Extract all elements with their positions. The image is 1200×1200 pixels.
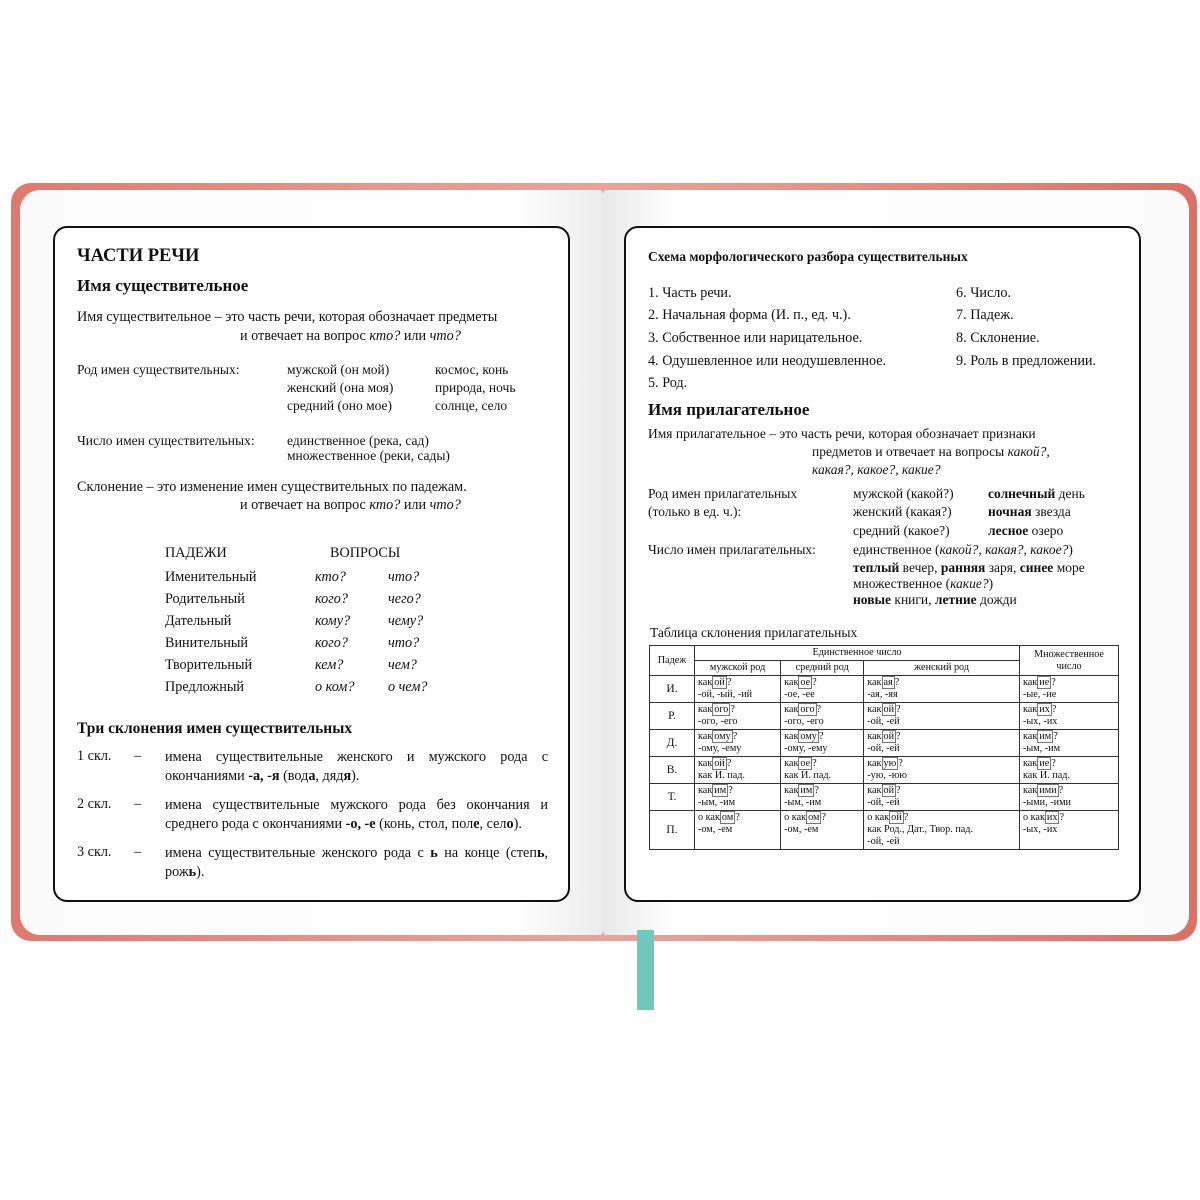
case-cell: Т. [650, 784, 695, 811]
declension-definition-line1: Склонение – это изменение имен существительных по падежам. [77, 479, 467, 495]
form-cell: как ие ? как И. пад. [1020, 757, 1119, 784]
form-cell: как им ? -ым, -им [781, 784, 864, 811]
case-name: Родительный [165, 591, 245, 607]
table-row [650, 676, 1119, 703]
dash: – [134, 748, 142, 764]
form-cell: как ому ? -ому, -ему [781, 730, 864, 757]
header-case: Падеж [650, 646, 695, 676]
declension-3-text: имена существительные женского рода с ь на конце (степь, рожь). [165, 845, 548, 880]
form-cell: как ими ? -ыми, -ими [1020, 784, 1119, 811]
three-declensions-heading: Три склонения имен существительных [77, 720, 353, 737]
gender-form: женский (она моя) [287, 380, 394, 395]
case-question: чему? [388, 613, 424, 629]
adj-gender-label-note: (только в ед. ч.): [648, 504, 742, 519]
gender-form: мужской (он мой) [287, 362, 390, 377]
case-name: Предложный [165, 679, 245, 695]
form-cell: как ой ? как И. пад. [695, 757, 781, 784]
scheme-step: 3. Собственное или нарицательное. [648, 330, 863, 346]
noun-gender-label: Род имен существительных: [77, 362, 240, 377]
gender-form: средний (оно мое) [287, 398, 393, 413]
form-cell: как ое ? как И. пад. [781, 757, 864, 784]
form-cell: как ой ? -ой, -ей [864, 784, 1020, 811]
header-masculine: мужской род [695, 661, 781, 676]
cases-header: ПАДЕЖИ [165, 545, 227, 561]
adj-gender-form: женский (какая?) [853, 504, 952, 519]
declension-table-title: Таблица склонения прилагательных [650, 625, 858, 640]
table-row [650, 703, 1119, 730]
case-cell: П. [650, 811, 695, 850]
page-title: ЧАСТИ РЕЧИ [77, 246, 200, 266]
table-row [650, 730, 1119, 757]
gender-example: солнце, село [435, 398, 508, 413]
case-cell: В. [650, 757, 695, 784]
header-feminine: женский род [864, 661, 1020, 676]
case-question: о ком? [315, 679, 355, 695]
table-row [650, 757, 1119, 784]
form-cell: о как ой ? как Род., Дат., Твор. пад. -ой, -ей [864, 811, 1020, 850]
form-cell: как ую ? -ую, -юю [864, 757, 1020, 784]
scheme-step: 7. Падеж. [956, 307, 1014, 323]
case-question: чего? [388, 591, 421, 607]
form-cell: как ого ? -ого, -его [695, 703, 781, 730]
case-name: Творительный [165, 657, 253, 673]
case-question: кого? [315, 591, 348, 607]
form-cell: о как их ? -ых, -их [1020, 811, 1119, 850]
case-question: что? [388, 569, 420, 585]
form-cell: как ого ? -ого, -его [781, 703, 864, 730]
header-plural: Множественное число [1020, 646, 1119, 676]
case-question: чем? [388, 657, 417, 673]
adj-number-label: Число имен прилагательных: [648, 542, 816, 557]
header-neuter: средний род [781, 661, 864, 676]
table-row [650, 784, 1119, 811]
table-row [650, 811, 1119, 850]
declension-1-text: имена существительные женского и мужского рода с окончаниями -а, -я (вода, дядя). [165, 749, 548, 784]
scheme-step: 6. Число. [956, 285, 1012, 301]
case-cell: Р. [650, 703, 695, 730]
adjective-heading: Имя прилагательное [648, 400, 810, 419]
adj-gender-label: Род имен прилагательных [648, 486, 798, 501]
form-cell: как им ? -ым, -им [1020, 730, 1119, 757]
case-name: Дательный [165, 613, 232, 629]
case-name: Именительный [165, 569, 257, 585]
adj-gender-example: ночная звезда [988, 504, 1071, 519]
adjective-definition-line3: какая?, какое?, какие? [812, 462, 941, 477]
adj-gender-example: лесное озеро [988, 523, 1064, 538]
adj-number-singular: единственное (какой?, какая?, какое?) [853, 542, 1073, 557]
scheme-step: 9. Роль в предложении. [956, 353, 1097, 369]
form-cell: как ой ? -ой, -ей [864, 703, 1020, 730]
number-form: множественное (реки, сады) [287, 448, 450, 463]
case-question: о чем? [388, 679, 428, 695]
case-name: Винительный [165, 635, 249, 651]
declension-definition-line2: и отвечает на вопрос кто? или что? [240, 497, 461, 513]
scheme-step: 5. Род. [648, 375, 688, 391]
declension-label: 3 скл. [77, 844, 112, 860]
header-singular: Единственное число [695, 646, 1020, 661]
declension-label: 2 скл. [77, 796, 112, 812]
adj-number-singular-example: теплый вечер, ранняя заря, синее море [853, 560, 1085, 575]
case-cell: Д. [650, 730, 695, 757]
gender-example: космос, конь [435, 362, 509, 377]
noun-definition-line2: и отвечает на вопрос кто? или что? [240, 328, 461, 344]
adjective-declension-table [649, 645, 1119, 850]
form-cell: как ому ? -ому, -ему [695, 730, 781, 757]
form-cell: как ие ? -ые, -ие [1020, 676, 1119, 703]
case-question: кто? [315, 569, 346, 585]
adj-gender-form: средний (какое?) [853, 523, 950, 538]
form-cell: как им ? -ым, -им [695, 784, 781, 811]
case-question: что? [388, 635, 420, 651]
case-question: кого? [315, 635, 348, 651]
case-question: кому? [315, 613, 351, 629]
noun-number-label: Число имен существительных: [77, 433, 255, 448]
scheme-step: 2. Начальная форма (И. п., ед. ч.). [648, 307, 851, 323]
number-form: единственное (река, сад) [287, 433, 429, 448]
noun-heading: Имя существительное [77, 276, 249, 295]
case-question: кем? [315, 657, 344, 673]
form-cell: как ой ? -ой, -ый, -ий [695, 676, 781, 703]
questions-header: ВОПРОСЫ [330, 545, 401, 561]
dash: – [134, 844, 142, 860]
dash: – [134, 796, 142, 812]
form-cell: о как ом ? -ом, -ем [695, 811, 781, 850]
gender-example: природа, ночь [435, 380, 516, 395]
form-cell: как ой ? -ой, -ей [864, 730, 1020, 757]
adj-number-plural-example: новые книги, летние дожди [853, 592, 1017, 607]
case-cell: И. [650, 676, 695, 703]
adj-gender-form: мужской (какой?) [853, 486, 954, 501]
form-cell: как ая ? -ая, -яя [864, 676, 1020, 703]
adjective-definition-line2: предметов и отвечает на вопросы какой?, [812, 444, 1050, 459]
scheme-step: 1. Часть речи. [648, 285, 732, 301]
declension-label: 1 скл. [77, 748, 112, 764]
adjective-definition-line1: Имя прилагательное – это часть речи, которая обозначает признаки [648, 426, 1036, 441]
form-cell: о как ом ? -ом, -ем [781, 811, 864, 850]
scheme-step: 4. Одушевленное или неодушевленное. [648, 353, 887, 369]
form-cell: как ое ? -ое, -ее [781, 676, 864, 703]
form-cell: как их ? -ых, -их [1020, 703, 1119, 730]
adj-gender-example: солнечный день [988, 486, 1085, 501]
adj-number-plural: множественное (какие?) [853, 576, 994, 591]
declension-2-text: имена существительные мужского рода без окончания и среднего рода с окончаниями -о, -е (конь, стол, поле, село). [165, 797, 548, 832]
scheme-heading: Схема морфологического разбора существительных [648, 249, 968, 264]
scheme-step: 8. Склонение. [956, 330, 1040, 346]
bookmark-ribbon [637, 930, 654, 1010]
noun-definition-line1: Имя существительное – это часть речи, которая обозначает предметы [77, 309, 498, 325]
